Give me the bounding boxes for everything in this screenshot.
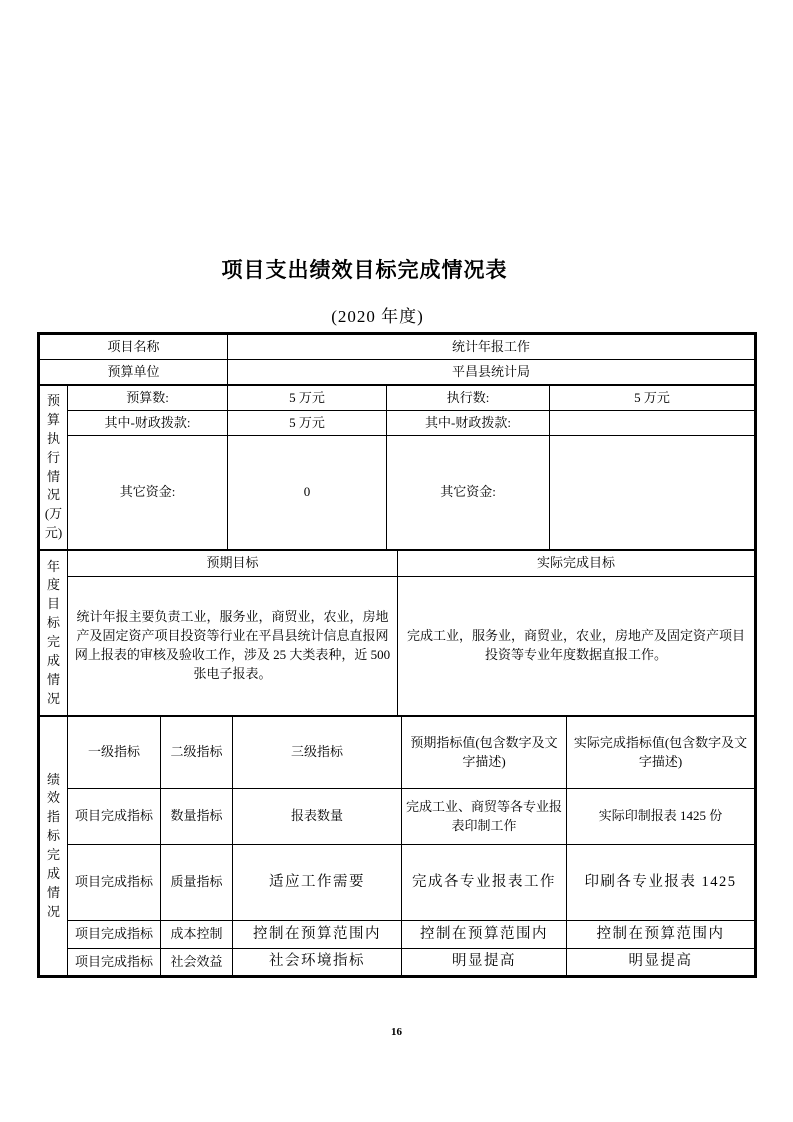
perf-cell-actual: 控制在预算范围内 xyxy=(567,921,755,949)
perf-cell-level2: 数量指标 xyxy=(161,789,233,845)
performance-section-side-label: 绩效指标完成情况 xyxy=(40,717,68,976)
perf-cell-expected: 明显提高 xyxy=(402,949,567,976)
document-title: 项目支出绩效目标完成情况表 xyxy=(221,258,508,282)
perf-cell-actual: 实际印制报表 1425 份 xyxy=(567,789,755,845)
perf-cell-level1: 项目完成指标 xyxy=(68,921,161,949)
fiscal-allocation-value-right xyxy=(550,411,755,436)
perf-cell-level3: 报表数量 xyxy=(233,789,402,845)
budget-unit-label: 预算单位 xyxy=(40,360,228,385)
actual-indicator-header: 实际完成指标值(包含数字及文字描述) xyxy=(567,717,755,789)
indicator-level3-header: 三级指标 xyxy=(233,717,402,789)
perf-cell-level1: 项目完成指标 xyxy=(68,789,161,845)
perf-cell-level1: 项目完成指标 xyxy=(68,845,161,921)
budget-amount-value: 5 万元 xyxy=(228,386,387,411)
indicator-level2-header: 二级指标 xyxy=(161,717,233,789)
project-name-value: 统计年报工作 xyxy=(228,335,755,360)
table-row xyxy=(40,436,755,550)
document-subtitle: (2020 年度) xyxy=(331,307,424,326)
performance-table xyxy=(37,332,757,978)
perf-cell-expected: 完成各专业报表工作 xyxy=(402,845,567,921)
other-funds-label-right: 其它资金: xyxy=(387,436,550,550)
perf-cell-level3: 社会环境指标 xyxy=(233,949,402,976)
perf-cell-level3: 控制在预算范围内 xyxy=(233,921,402,949)
section-performance-indicators xyxy=(39,716,755,976)
fiscal-allocation-value-left: 5 万元 xyxy=(228,411,387,436)
perf-cell-expected: 控制在预算范围内 xyxy=(402,921,567,949)
executed-amount-label: 执行数: xyxy=(387,386,550,411)
budget-amount-label: 预算数: xyxy=(68,386,228,411)
executed-amount-value: 5 万元 xyxy=(550,386,755,411)
perf-cell-actual: 明显提高 xyxy=(567,949,755,976)
table-row xyxy=(40,845,755,921)
actual-target-header: 实际完成目标 xyxy=(398,551,755,577)
actual-target-text: 完成工业，服务业，商贸业，农业，房地产及固定资产项目投资等专业年度数据直报工作。 xyxy=(398,577,755,716)
fiscal-allocation-label-right: 其中-财政拨款: xyxy=(387,411,550,436)
expected-target-header: 预期目标 xyxy=(68,551,398,577)
section-annual-target xyxy=(39,550,755,716)
table-row xyxy=(40,577,755,716)
table-row xyxy=(40,921,755,949)
annual-section-side-label: 年度目标完成情况 xyxy=(40,551,68,716)
table-row xyxy=(40,717,755,789)
table-row xyxy=(40,360,755,385)
table-row xyxy=(40,335,755,360)
other-funds-value-left: 0 xyxy=(228,436,387,550)
table-row xyxy=(40,411,755,436)
perf-cell-level3: 适应工作需要 xyxy=(233,845,402,921)
table-row xyxy=(40,789,755,845)
perf-cell-expected: 完成工业、商贸等各专业报表印制工作 xyxy=(402,789,567,845)
section-budget-execution xyxy=(39,385,755,550)
perf-cell-level2: 成本控制 xyxy=(161,921,233,949)
perf-cell-level2: 社会效益 xyxy=(161,949,233,976)
table-row xyxy=(40,386,755,411)
fiscal-allocation-label-left: 其中-财政拨款: xyxy=(68,411,228,436)
perf-cell-actual: 印刷各专业报表 1425 xyxy=(567,845,755,921)
other-funds-label-left: 其它资金: xyxy=(68,436,228,550)
table-row xyxy=(40,551,755,577)
perf-cell-level2: 质量指标 xyxy=(161,845,233,921)
expected-indicator-header: 预期指标值(包含数字及文字描述) xyxy=(402,717,567,789)
section-project-info xyxy=(39,334,755,385)
page-number: 16 xyxy=(391,1026,402,1038)
project-name-label: 项目名称 xyxy=(40,335,228,360)
budget-unit-value: 平昌县统计局 xyxy=(228,360,755,385)
table-row xyxy=(40,949,755,976)
budget-section-side-label: 预算执行情况(万元) xyxy=(40,386,68,550)
indicator-level1-header: 一级指标 xyxy=(68,717,161,789)
perf-cell-level1: 项目完成指标 xyxy=(68,949,161,976)
expected-target-text: 统计年报主要负责工业，服务业，商贸业，农业，房地产及固定资产项目投资等行业在平昌县统计信息直报网网上报表的审核及验收工作，涉及 25 大类表种，近 500 张电子报表。 xyxy=(68,577,398,716)
other-funds-value-right xyxy=(550,436,755,550)
